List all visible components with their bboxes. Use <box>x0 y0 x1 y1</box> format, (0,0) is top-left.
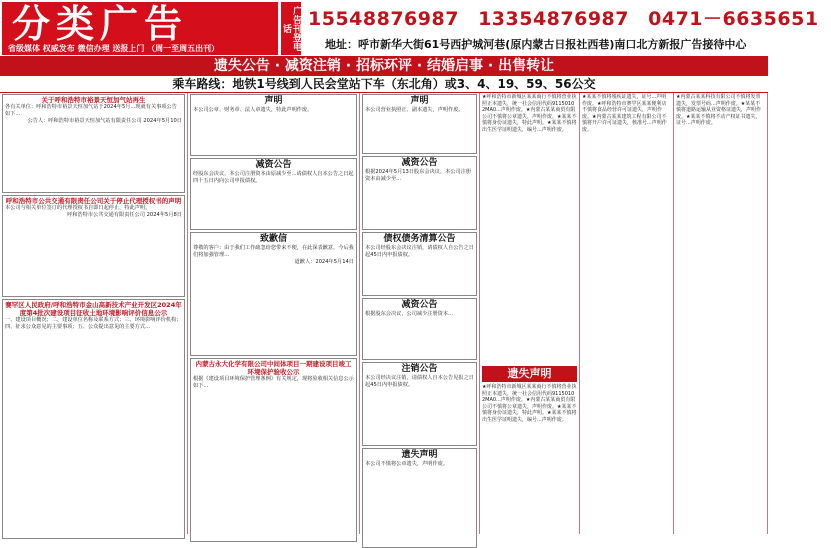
column-5 <box>580 93 674 534</box>
notice-body: 根据2024年5月13日股东会决议，本公司注册资本由减少至... <box>365 169 472 182</box>
phone-3: 0471－6635651 <box>648 8 819 30</box>
phone-numbers <box>308 4 831 31</box>
logo-title: 分类广告 <box>12 1 189 46</box>
notice-title: 注销公告 <box>401 364 438 374</box>
notice-body: 本公司公章、财务章、法人章遗失，特此声明作废。 <box>193 107 313 113</box>
notice-statement <box>190 94 357 156</box>
bus-route: 乘车路线：地铁1号线到人民会堂站下车（东北角）或3、4、19、59、56公交 <box>0 76 768 93</box>
notice-body: 本公司经股东会决议注销，请债权人自公告之日起45日内申报债权。 <box>365 245 474 258</box>
phone-2: 13354876987 <box>478 8 629 30</box>
notice-capital-reduction <box>190 158 357 230</box>
lost-notices-text: ★呼和浩特市新城区某某商行不慎将营业执照正本遗失，统一社会信用代码91150102MA0...声明作废。★内蒙古某某商贸有限公司不慎将公章遗失，声明作废。★某某不慎将身份证遗失，特此声明。★某某不慎将出生医学证明遗失，编号...声明作废。 <box>482 94 577 133</box>
ad-phone-tag: 广告刊登电话 <box>281 2 301 55</box>
category-banner: 遗失公告 · 减资注销 · 招标环评 · 结婚启事 · 出售转让 <box>0 56 768 76</box>
notice-title: 致歉信 <box>259 234 287 244</box>
notice-lost <box>362 448 477 548</box>
notice-title: 声明 <box>410 96 429 106</box>
lost-notices-text-4: ★内蒙古某某科技有限公司不慎将发票遗失，发票号码...声明作废。★某某不慎将道路运输从业资格证遗失，声明作废。★某某不慎将不动产权证书遗失，证号...声明作废。 <box>676 94 762 127</box>
notice-body: 根据股东会决议，公司减少注册资本... <box>365 311 453 317</box>
notice-capital-reduction-3 <box>362 298 477 360</box>
column-2 <box>188 93 360 534</box>
lost-notices-text-3: ★某某不慎将残疾证遗失，证号...声明作废。★呼和浩特市赛罕区某某便利店不慎将食品经营许可证遗失，声明作废。★内蒙古某某建筑工程有限公司不慎将开户许可证遗失，核准号...声明作废。 <box>582 94 667 133</box>
notice-bus-company <box>2 195 185 297</box>
notice-body: 本公司与相关单位签订的代理授权书自即日起停止，特此声明。 <box>5 205 151 211</box>
notice-title: 减资公告 <box>255 160 292 170</box>
notice-title: 内蒙古永大化学有限公司中间体项目一期建设项目竣工环境保护验收公示 <box>195 360 352 376</box>
notice-sign: 呼和浩特市公共交通有限责任公司 2024年5月8日 <box>67 212 182 218</box>
notice-title: 呼和浩特市公共交通有限责任公司关于停止代理授权书的声明 <box>5 197 182 205</box>
notice-body: 根据《建设项目环境保护管理条例》有关规定，现将验收相关信息公示如下... <box>193 376 354 389</box>
notice-statement-2 <box>362 94 477 154</box>
lost-notices-text-2: ★呼和浩特市新城区某某商行不慎将营业执照正本遗失，统一社会信用代码91150102MA0...声明作废。★内蒙古某某商贸有限公司不慎将公章遗失，声明作废。★某某不慎将身份证遗失，特此声明。★某某不慎将出生医学证明遗失，编号...声明作废。 <box>482 384 577 423</box>
notice-title: 声明 <box>264 96 283 106</box>
phone-1: 15548876987 <box>308 8 459 30</box>
column-1 <box>0 93 188 534</box>
notice-title: 减资公告 <box>401 300 438 310</box>
notice-sign: 公告人：呼和浩特市裕景天恒加气站有限责任公司 2024年5月10日 <box>27 118 182 124</box>
notice-sign: 道歉人：2024年5月14日 <box>294 259 354 265</box>
notice-body: 本公司营业执照正、副本遗失，声明作废。 <box>365 107 464 113</box>
notice-deregistration <box>362 362 477 446</box>
logo-box <box>2 2 278 55</box>
column-3 <box>360 93 480 534</box>
notice-capital-reduction-2 <box>362 156 477 230</box>
notice-body: 各有关单位：呼和浩特市裕景天恒加气站于2024年5月...现就有关事项公告如下... <box>5 104 177 117</box>
notice-body: 本公司经决议注销，请债权人自本公告见报之日起45日内申报债权。 <box>365 375 474 388</box>
notice-gas-station <box>2 94 185 193</box>
notice-body: 一、建设项目概况；二、建设单位名称及联系方式；三、环境影响评价机构；四、征求公众意见的主要事项；五、公众提出意见的主要方式... <box>5 317 182 330</box>
lost-banner: 遗失声明 <box>482 366 577 382</box>
notice-body: 经股东会决议，本公司注册资本由原减少至...请债权人自本公告之日起四十五日内向公司申报债权。 <box>193 171 354 184</box>
notice-environment <box>2 299 185 539</box>
notice-body: 本公司不慎将公章遗失，声明作废。 <box>365 461 449 467</box>
column-6 <box>674 93 768 534</box>
notice-apology <box>190 232 357 356</box>
notice-title: 遗失声明 <box>401 450 438 460</box>
notice-title: 减资公告 <box>401 158 438 168</box>
logo-subtitle: 省级媒体 权威发布 微信办理 送报上门 （周一至周五出刊） <box>8 44 220 53</box>
masthead <box>0 0 819 57</box>
address: 地址：呼市新华大街61号西护城河巷(原内蒙古日报社西巷)南口北方新报广告接待中心 <box>325 38 747 51</box>
notice-title: 赛罕区人民政府/呼和浩特市金山高新技术产业开发区2024年度第4批次建设项目征收土地环境影响评价信息公示 <box>5 301 182 317</box>
notice-title: 关于呼和浩特市裕景天恒加气站再生 <box>41 96 146 104</box>
column-4 <box>480 93 580 534</box>
notice-acceptance <box>190 358 357 542</box>
notice-title: 债权债务清算公告 <box>383 234 456 244</box>
notice-liquidation <box>362 232 477 296</box>
notice-body: 尊敬的客户：由于我们工作疏忽给您带来不便，在此深表歉意，今后我们将加强管理... <box>193 245 354 258</box>
